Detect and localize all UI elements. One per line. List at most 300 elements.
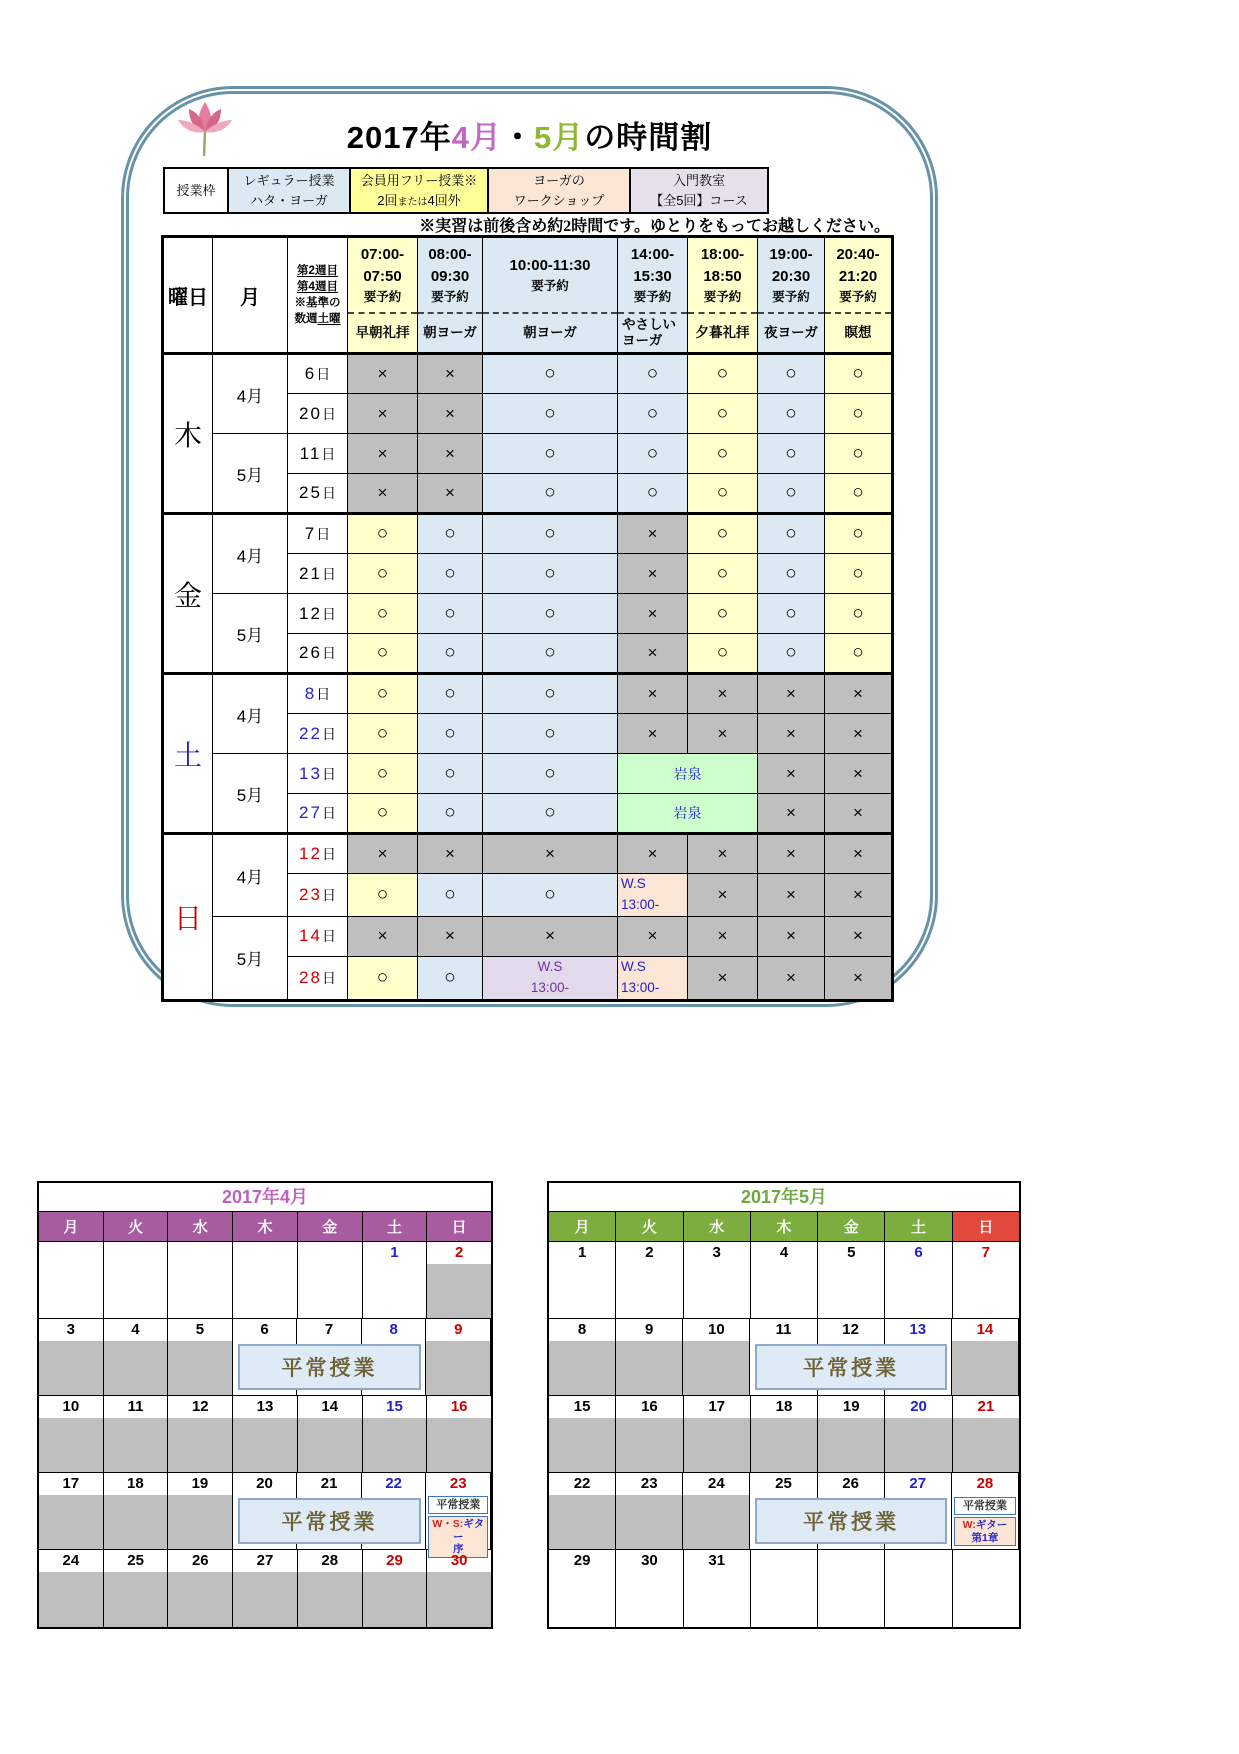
calendar-day-fill — [39, 1572, 103, 1627]
calendar-day-cell — [885, 1396, 952, 1472]
slot-header — [758, 237, 825, 354]
date-number: 23 — [299, 884, 322, 904]
calendar-day-cell — [684, 1396, 751, 1472]
calendar-date: 17 — [708, 1398, 726, 1415]
calendar-day-cell — [298, 1242, 363, 1318]
date-number: 27 — [299, 803, 322, 822]
calendar-day-fill — [298, 1572, 362, 1627]
calendar-date: 2 — [455, 1244, 464, 1261]
slot-header — [618, 237, 688, 354]
calendar-day-cell — [427, 1550, 491, 1627]
calendar-date: 6 — [260, 1321, 269, 1338]
calendar-date: 31 — [708, 1552, 726, 1569]
calendar-day-cell — [363, 1396, 428, 1472]
calendar-date: 30 — [450, 1552, 468, 1569]
calendar-day-fill — [952, 1341, 1018, 1395]
calendar-date — [168, 1242, 232, 1264]
day-group-label: 木 — [163, 354, 213, 514]
legend-item — [488, 168, 630, 213]
weeknote-part: 第4週目 — [297, 280, 338, 293]
calendar-day-cell — [39, 1242, 104, 1318]
slot-cell: ○ — [758, 354, 825, 394]
slot-cell — [618, 874, 688, 917]
calendar-date: 5 — [195, 1321, 205, 1338]
calendar-day-header: 金 — [818, 1212, 885, 1241]
weeknote-part: 第2週目 — [297, 264, 338, 277]
reservation-required-label: 要予約 — [363, 289, 402, 304]
calendar-date: 24 — [708, 1475, 725, 1492]
calendar-day-fill — [363, 1418, 427, 1472]
calendar-day-header: 日 — [427, 1212, 491, 1241]
slot-name-line: 夜ヨーガ — [764, 324, 818, 340]
slot-cell: ○ — [348, 714, 418, 754]
calendar-day-fill — [168, 1341, 232, 1395]
date-number: 7 — [304, 524, 317, 543]
slot-cell: ○ — [825, 354, 893, 394]
legend-item-part: 4回外 — [427, 192, 461, 208]
day-group-label: 金 — [163, 514, 213, 674]
date-number: 6 — [304, 364, 317, 383]
calendar-day-fill — [549, 1341, 615, 1395]
day-group-label: 土 — [163, 674, 213, 834]
calendar-date: 28 — [321, 1552, 339, 1569]
calendar-day-fill — [104, 1264, 168, 1318]
calendar-date: 16 — [641, 1398, 658, 1415]
reservation-required-label: 要予約 — [772, 289, 810, 304]
calendar-week-row — [39, 1550, 491, 1627]
reservation-required-label: 要予約 — [703, 289, 742, 304]
slot-cell: ○ — [618, 434, 688, 474]
slot-header-box — [418, 238, 482, 352]
date-suffix: 日 — [321, 928, 336, 945]
slot-cell: × — [618, 916, 688, 956]
legend-row — [164, 168, 768, 213]
slot-cell: 岩泉 — [618, 794, 758, 834]
workshop-guitar-box — [954, 1517, 1016, 1546]
slot-cell: ○ — [758, 634, 825, 674]
calendar-april — [37, 1181, 493, 1629]
calendar-day-cell — [104, 1242, 169, 1318]
calendar-day-fill — [233, 1572, 297, 1627]
calendar-day-cell — [684, 1242, 751, 1318]
slot-header-box — [348, 238, 417, 352]
date-cell — [288, 394, 348, 434]
date-suffix: 日 — [321, 725, 336, 742]
workshop-line: 13:00- — [621, 979, 660, 995]
slot-cell: ○ — [483, 674, 618, 714]
calendar-day-cell — [363, 1550, 428, 1627]
calendar-title: 2017年4月 — [39, 1183, 491, 1212]
calendar-date: 10 — [708, 1321, 725, 1338]
calendar-day-cell — [818, 1550, 885, 1627]
slot-time-line: 20:30 — [771, 267, 811, 285]
calendar-date: 26 — [842, 1475, 859, 1492]
calendar-day-cell — [953, 1242, 1019, 1318]
date-suffix: 日 — [321, 645, 336, 661]
workshop-guitar-part: ギター — [975, 1519, 1008, 1531]
calendar-date: 12 — [191, 1398, 209, 1415]
calendar-day-cell — [233, 1242, 298, 1318]
legend-item-part: または — [397, 196, 428, 208]
calendar-date: 16 — [450, 1398, 468, 1415]
calendar-day-header: 月 — [39, 1212, 104, 1241]
slot-cell: × — [418, 354, 483, 394]
calendar-date — [104, 1242, 168, 1264]
calendar-day-fill — [885, 1264, 951, 1318]
date-cell — [288, 634, 348, 674]
slot-name-line: やさしい — [622, 316, 676, 332]
slot-name-line: 瞑想 — [844, 324, 872, 340]
legend-item-line2: 【全5回】コース — [650, 192, 748, 208]
calendar-day-fill — [953, 1418, 1019, 1472]
slot-cell: × — [483, 916, 618, 956]
month-header: 月 — [213, 237, 288, 354]
calendar-day-fill — [751, 1264, 817, 1318]
calendar-day-fill — [233, 1264, 297, 1318]
slot-cell: ○ — [758, 474, 825, 514]
calendar-date: 28 — [976, 1475, 994, 1492]
date-number: 21 — [299, 563, 322, 583]
calendar-day-cell — [751, 1242, 818, 1318]
calendar-day-cell — [818, 1242, 885, 1318]
month-label: 5月 — [213, 754, 288, 834]
slot-cell: ○ — [483, 754, 618, 794]
regular-class-mini-box: 平常授業 — [954, 1497, 1016, 1515]
calendar-day-fill — [104, 1495, 168, 1549]
slot-cell: ○ — [825, 554, 893, 594]
slot-cell: × — [348, 394, 418, 434]
slot-cell: ○ — [825, 434, 893, 474]
title-part: 2017年 — [346, 120, 452, 155]
slot-cell: ○ — [348, 956, 418, 1000]
calendar-date: 21 — [320, 1475, 338, 1492]
slot-cell: × — [825, 674, 893, 714]
slot-time-line: 10:00-11:30 — [509, 257, 591, 275]
calendar-day-fill — [39, 1495, 103, 1549]
calendar-date: 7 — [324, 1321, 334, 1338]
calendar-day-fill — [885, 1418, 951, 1472]
calendar-day-cell — [298, 1396, 363, 1472]
slot-cell: 岩泉 — [618, 754, 758, 794]
legend-item-line2: ワークショップ — [513, 192, 605, 208]
slot-cell: × — [418, 916, 483, 956]
calendar-day-cell — [616, 1550, 683, 1627]
calendar-date: 9 — [645, 1321, 654, 1338]
timetable-row — [163, 754, 893, 794]
calendar-day-cell — [427, 1242, 491, 1318]
calendar-date: 20 — [910, 1398, 927, 1415]
workshop-line: W.S — [537, 958, 563, 974]
calendar-day-cell — [363, 1242, 428, 1318]
legend-table — [163, 167, 769, 214]
reservation-required-label: 要予約 — [633, 289, 672, 304]
slot-cell: ○ — [618, 394, 688, 434]
weekday-header: 曜日 — [163, 237, 213, 354]
date-suffix: 日 — [321, 485, 336, 501]
reservation-required-label: 要予約 — [839, 289, 877, 304]
calendar-day-fill — [751, 1572, 817, 1627]
slot-cell: × — [618, 514, 688, 554]
slot-cell: × — [758, 674, 825, 714]
slot-name — [758, 312, 824, 352]
calendar-date: 18 — [127, 1475, 144, 1492]
date-suffix: 日 — [321, 765, 336, 782]
calendar-day-cell — [426, 1319, 491, 1395]
calendar-week-row — [549, 1319, 1019, 1396]
slot-cell: × — [688, 956, 758, 1000]
workshop-line: 13:00- — [530, 979, 570, 995]
calendar-day-fill — [39, 1418, 103, 1472]
slot-cell: × — [825, 916, 893, 956]
calendar-day-fill — [363, 1264, 427, 1318]
regular-class-mini-box: 平常授業 — [428, 1496, 488, 1514]
slot-name — [688, 312, 757, 352]
calendar-day-cell — [549, 1242, 616, 1318]
slot-cell: × — [688, 874, 758, 917]
weeknote-line — [288, 311, 347, 327]
slot-time-line: 07:00- — [360, 246, 405, 264]
date-number: 28 — [299, 967, 322, 987]
slot-cell: × — [688, 834, 758, 874]
slot-cell: ○ — [618, 474, 688, 514]
slot-cell: × — [348, 916, 418, 956]
workshop-guitar-line2: 第1章 — [971, 1531, 999, 1544]
slot-cell: ○ — [483, 354, 618, 394]
workshop-guitar-part: W: — [962, 1519, 976, 1531]
calendar-date: 15 — [573, 1398, 591, 1415]
workshop-guitar-line2: 序 — [453, 1543, 464, 1556]
slot-cell: ○ — [618, 354, 688, 394]
calendar-date: 11 — [127, 1398, 144, 1415]
slot-cell: × — [758, 714, 825, 754]
slot-cell: × — [825, 794, 893, 834]
calendar-date: 19 — [842, 1398, 860, 1415]
slot-cell: × — [418, 834, 483, 874]
slot-cell: ○ — [688, 514, 758, 554]
slot-cell: ○ — [348, 634, 418, 674]
calendar-day-fill — [39, 1264, 103, 1318]
calendar-day-cell — [104, 1319, 169, 1395]
legend-item — [350, 168, 488, 213]
slot-cell: × — [825, 834, 893, 874]
calendar-week-row — [549, 1550, 1019, 1627]
slot-cell: ○ — [688, 474, 758, 514]
calendar-date — [818, 1550, 884, 1572]
title-part: ・ — [501, 120, 534, 155]
slot-cell: × — [825, 714, 893, 754]
calendar-day-cell — [233, 1396, 298, 1472]
calendar-date: 22 — [385, 1475, 403, 1492]
title-part: 5月 — [533, 120, 585, 155]
calendar-day-cell — [684, 1550, 751, 1627]
calendar-date: 25 — [127, 1552, 144, 1569]
slot-header-box — [758, 238, 824, 352]
slot-cell: ○ — [483, 514, 618, 554]
calendar-day-fill — [683, 1495, 749, 1549]
calendar-date: 27 — [256, 1552, 274, 1569]
calendar-day-cell — [168, 1473, 233, 1549]
slot-name-line: 早朝礼拝 — [355, 324, 410, 340]
calendar-day-fill — [363, 1572, 427, 1627]
slot-header — [688, 237, 758, 354]
weeknote-line — [288, 279, 347, 295]
calendar-day-fill — [549, 1495, 615, 1549]
workshop-guitar-line1 — [429, 1518, 487, 1543]
calendar-date: 8 — [577, 1321, 587, 1338]
slot-header — [825, 237, 893, 354]
calendar-day-cell — [233, 1550, 298, 1627]
calendar-date: 18 — [775, 1398, 793, 1415]
slot-cell — [483, 956, 618, 1000]
slot-cell: ○ — [348, 674, 418, 714]
slot-cell: ○ — [825, 594, 893, 634]
slot-cell: ○ — [758, 394, 825, 434]
calendar-day-cell — [953, 1396, 1019, 1472]
calendar-week-row — [39, 1473, 491, 1556]
date-number: 8 — [304, 684, 317, 703]
date-number: 12 — [299, 603, 322, 623]
slot-header — [483, 237, 618, 354]
legend-item — [630, 168, 768, 213]
calendar-date — [953, 1550, 1019, 1572]
slot-cell: ○ — [418, 754, 483, 794]
regular-class-box: 平常授業 — [238, 1498, 422, 1544]
legend-item — [228, 168, 350, 213]
calendar-date: 13 — [256, 1398, 274, 1415]
calendar-day-cell — [168, 1242, 233, 1318]
date-number: 26 — [299, 643, 322, 662]
legend-item-line1: 入門教室 — [672, 173, 725, 188]
slot-cell: ○ — [348, 754, 418, 794]
slot-cell: ○ — [418, 794, 483, 834]
calendar-day-fill — [818, 1418, 884, 1472]
weeknote-part: ※基準の — [294, 297, 341, 309]
slot-cell: ○ — [483, 474, 618, 514]
slot-time — [348, 238, 417, 312]
calendar-day-fill — [818, 1264, 884, 1318]
regular-class-box: 平常授業 — [238, 1344, 422, 1390]
calendar-day-fill — [427, 1572, 491, 1627]
calendar-day-fill — [427, 1264, 491, 1318]
date-number: 25 — [299, 483, 322, 502]
calendar-date: 26 — [191, 1552, 209, 1569]
calendar-day-fill — [104, 1418, 168, 1472]
slot-cell: ○ — [483, 794, 618, 834]
slot-cell — [618, 956, 688, 1000]
timetable-row — [163, 916, 893, 956]
calendar-day-cell — [427, 1396, 491, 1472]
slot-cell: × — [825, 754, 893, 794]
date-cell — [288, 594, 348, 634]
date-suffix: 日 — [321, 445, 336, 462]
calendar-day-fill — [684, 1264, 750, 1318]
reservation-required-label: 要予約 — [431, 289, 469, 304]
slot-header — [348, 237, 418, 354]
calendar-day-fill — [104, 1572, 168, 1627]
date-cell — [288, 514, 348, 554]
slot-name-line: 朝ヨーガ — [423, 324, 477, 340]
calendar-week-row — [549, 1242, 1019, 1319]
slot-cell: ○ — [758, 434, 825, 474]
calendar-day-fill — [427, 1418, 491, 1472]
workshop-line: W.S — [621, 876, 646, 891]
month-label: 5月 — [213, 434, 288, 514]
calendar-may — [547, 1181, 1021, 1629]
timetable-row — [163, 354, 893, 394]
calendar-day-cell — [952, 1473, 1019, 1549]
slot-time-line: 08:00- — [428, 246, 472, 264]
calendar-week-row — [549, 1473, 1019, 1550]
slot-time-line: 20:40- — [836, 246, 880, 264]
calendar-date: 4 — [779, 1244, 789, 1261]
calendar-day-fill — [298, 1264, 362, 1318]
practice-note: ※実習は前後含め約2時間です。ゆとりをもってお越しください。 — [419, 218, 890, 235]
legend-item-line1: 会員用フリー授業※ — [360, 173, 478, 188]
slot-cell: ○ — [688, 634, 758, 674]
slot-cell: ○ — [688, 354, 758, 394]
timetable-row — [163, 594, 893, 634]
timetable-row — [163, 674, 893, 714]
calendar-day-fill — [168, 1572, 232, 1627]
slot-cell: × — [348, 474, 418, 514]
calendar-day-cell — [885, 1550, 952, 1627]
calendar-day-fill — [233, 1418, 297, 1472]
slot-cell: ○ — [418, 514, 483, 554]
calendar-week-row — [39, 1396, 491, 1473]
calendar-day-cell — [426, 1473, 491, 1556]
calendar-date: 8 — [389, 1321, 398, 1338]
calendar-day-fill — [616, 1341, 682, 1395]
slot-time-line: 21:20 — [838, 267, 878, 285]
calendar-day-fill — [683, 1341, 749, 1395]
calendar-day-cell — [751, 1550, 818, 1627]
calendar-day-header: 金 — [298, 1212, 363, 1241]
slot-cell: × — [688, 674, 758, 714]
calendar-day-cell — [549, 1550, 616, 1627]
calendar-date: 17 — [62, 1475, 80, 1492]
month-label: 5月 — [213, 916, 288, 1000]
month-label: 4月 — [213, 354, 288, 434]
calendar-date: 2 — [645, 1244, 654, 1261]
slot-cell: × — [758, 874, 825, 917]
slot-cell: × — [618, 554, 688, 594]
date-suffix: 日 — [316, 366, 331, 382]
calendar-day-header-row — [39, 1212, 491, 1242]
date-suffix: 日 — [316, 686, 331, 702]
calendar-day-fill — [751, 1418, 817, 1472]
slot-cell: ○ — [688, 434, 758, 474]
slot-cell: ○ — [418, 714, 483, 754]
slot-name-line: ヨーガ — [622, 333, 663, 348]
calendar-date — [39, 1242, 103, 1264]
title-part: 4月 — [451, 120, 502, 155]
calendar-day-cell — [751, 1396, 818, 1472]
date-suffix: 日 — [321, 969, 336, 986]
slot-cell: × — [418, 394, 483, 434]
date-cell — [288, 956, 348, 1000]
slot-header — [418, 237, 483, 354]
calendar-date: 25 — [775, 1475, 792, 1492]
slot-time — [688, 238, 757, 312]
slot-cell: ○ — [483, 594, 618, 634]
slot-header-box — [688, 238, 757, 352]
calendar-day-fill — [168, 1495, 232, 1549]
slot-cell: × — [688, 916, 758, 956]
slot-cell: × — [825, 956, 893, 1000]
slot-time-line: 15:30 — [633, 267, 672, 285]
calendar-day-cell — [168, 1550, 233, 1627]
slot-time-line: 18:00- — [700, 246, 745, 264]
